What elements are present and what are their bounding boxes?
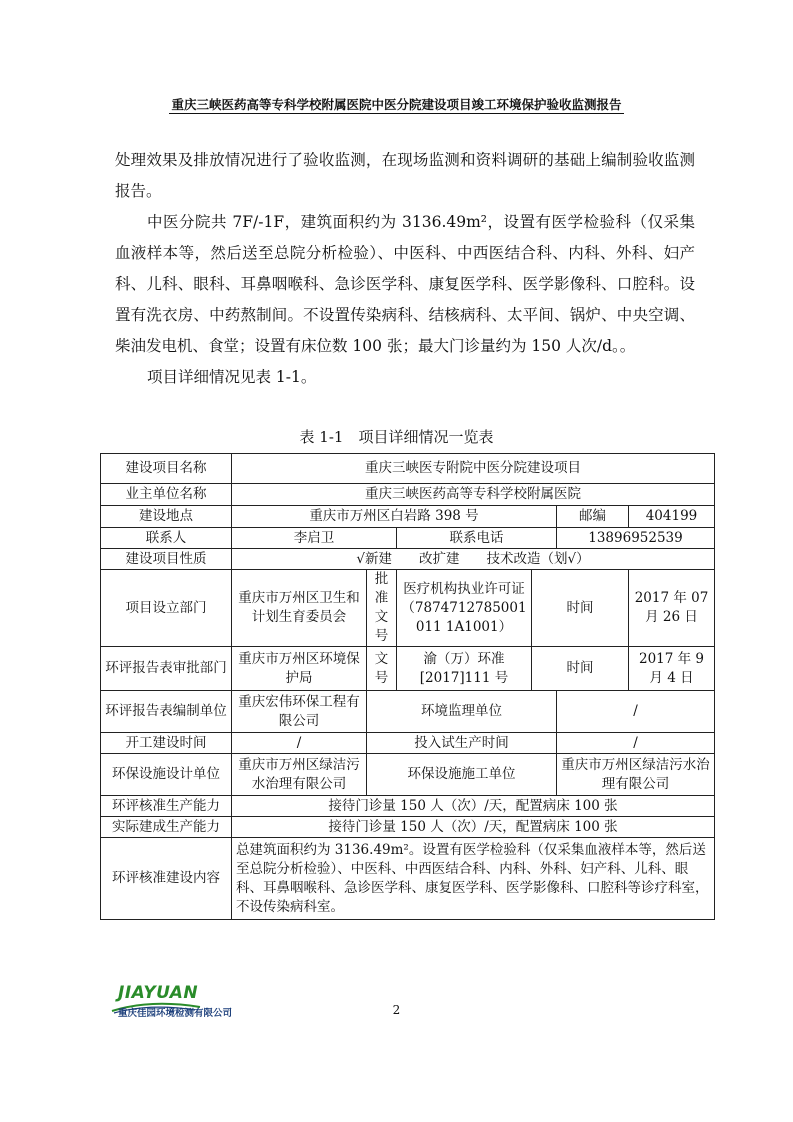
cell-value: 重庆市万州区白岩路 398 号: [232, 506, 557, 528]
cell-label: 环评报告表编制单位: [101, 691, 232, 733]
cell-value: /: [557, 691, 715, 733]
table-row: [101, 506, 715, 528]
table-row: [101, 647, 715, 691]
cell-label: 环境监理单位: [367, 691, 557, 733]
body-text: [115, 145, 695, 393]
cell-value: √新建 改扩建 技术改造（划√）: [232, 549, 715, 570]
cell-value: 接待门诊量 150 人（次）/天，配置病床 100 张: [232, 796, 715, 817]
report-title: 重庆三峡医药高等专科学校附属医院中医分院建设项目竣工环境保护验收监测报告: [171, 97, 622, 112]
table-row: [101, 454, 715, 484]
table-row: [101, 691, 715, 733]
cell-label: 环评核准生产能力: [101, 796, 232, 817]
table-row: [101, 733, 715, 754]
cell-label: 实际建成生产能力: [101, 817, 232, 838]
paragraph-3: 项目详细情况见表 1-1。: [147, 368, 317, 386]
cell-label: 联系电话: [397, 528, 557, 549]
cell-value: 13896952539: [557, 528, 715, 549]
cell-value: 总建筑面积约为 3136.49m²。设置有医学检验科（仅采集血液样本等，然后送至总院分析检验）、中医科、中西医结合科、内科、外科、妇产科、儿科、眼科、耳鼻咽喉科、急诊医学科、康复医学科、医学影像科、口腔科等诊疗科室，不设传染病科室。: [232, 838, 715, 920]
cell-label: 投入试生产时间: [367, 733, 557, 754]
table-row: [101, 528, 715, 549]
cell-label: 环保设施施工单位: [367, 754, 557, 796]
cell-value: 医疗机构执业许可证（7874712785001011 1A1001）: [397, 570, 532, 647]
project-detail-table: [100, 453, 715, 920]
logo-wordmark: JIAYUAN: [118, 983, 199, 1003]
cell-value: 2017 年 07 月 26 日: [629, 570, 715, 647]
logo-company-name: 重庆佳园环境检测有限公司: [118, 1008, 233, 1019]
cell-value: 2017 年 9 月 4 日: [629, 647, 715, 691]
table-row: [101, 796, 715, 817]
cell-value: /: [232, 733, 367, 754]
cell-value: 重庆宏伟环保工程有限公司: [232, 691, 367, 733]
cell-value: 李启卫: [232, 528, 397, 549]
cell-value: 接待门诊量 150 人（次）/天，配置病床 100 张: [232, 817, 715, 838]
cell-label: 时间: [532, 647, 629, 691]
page-number: 2: [392, 1003, 401, 1017]
cell-label: 联系人: [101, 528, 232, 549]
cell-label: 建设项目性质: [101, 549, 232, 570]
table-row: [101, 484, 715, 506]
table-row: [101, 817, 715, 838]
cell-value: 重庆市万州区卫生和计划生育委员会: [232, 570, 367, 647]
table-caption: 表 1-1 项目详细情况一览表: [299, 428, 494, 446]
cell-label: 环评核准建设内容: [101, 838, 232, 920]
cell-label: 建设地点: [101, 506, 232, 528]
table-row: [101, 838, 715, 920]
cell-label: 批准文号: [367, 570, 397, 647]
cell-value: 重庆市万州区绿洁污水治理有限公司: [232, 754, 367, 796]
cell-value: 渝（万）环准[2017]111 号: [397, 647, 532, 691]
table-row: [101, 549, 715, 570]
paragraph-1: 处理效果及排放情况进行了验收监测，在现场监测和资料调研的基础上编制验收监测报告。: [115, 151, 695, 200]
table-row: [101, 754, 715, 796]
cell-label: 环评报告表审批部门: [101, 647, 232, 691]
cell-value: 重庆三峡医专附院中医分院建设项目: [232, 454, 715, 484]
cell-value: 重庆市万州区绿洁污水治理有限公司: [557, 754, 715, 796]
cell-value: 重庆市万州区环境保护局: [232, 647, 367, 691]
cell-label: 环保设施设计单位: [101, 754, 232, 796]
report-header: [0, 95, 793, 113]
cell-value: /: [557, 733, 715, 754]
cell-label: 项目设立部门: [101, 570, 232, 647]
cell-label: 建设项目名称: [101, 454, 232, 484]
cell-label: 文号: [367, 647, 397, 691]
table-row: [101, 570, 715, 647]
cell-label: 开工建设时间: [101, 733, 232, 754]
paragraph-2: 中医分院共 7F/-1F，建筑面积约为 3136.49m²，设置有医学检验科（仅采集血液样本等，然后送至总院分析检验）、中医科、中西医结合科、内科、外科、妇产科、儿科、眼科、耳鼻咽喉科、急诊医学科、康复医学科、医学影像科、口腔科。设置有洗衣房、中药熬制间。不设置传染病科、结核病科、太平间、锅炉、中央空调、柴油发电机、食堂；设置有床位数 100 张；最大门诊量约为 150 人次/d。。: [115, 213, 695, 355]
cell-label: 业主单位名称: [101, 484, 232, 506]
cell-value: 重庆三峡医药高等专科学校附属医院: [232, 484, 715, 506]
cell-label: 时间: [532, 570, 629, 647]
cell-value: 404199: [629, 506, 715, 528]
cell-label: 邮编: [557, 506, 629, 528]
